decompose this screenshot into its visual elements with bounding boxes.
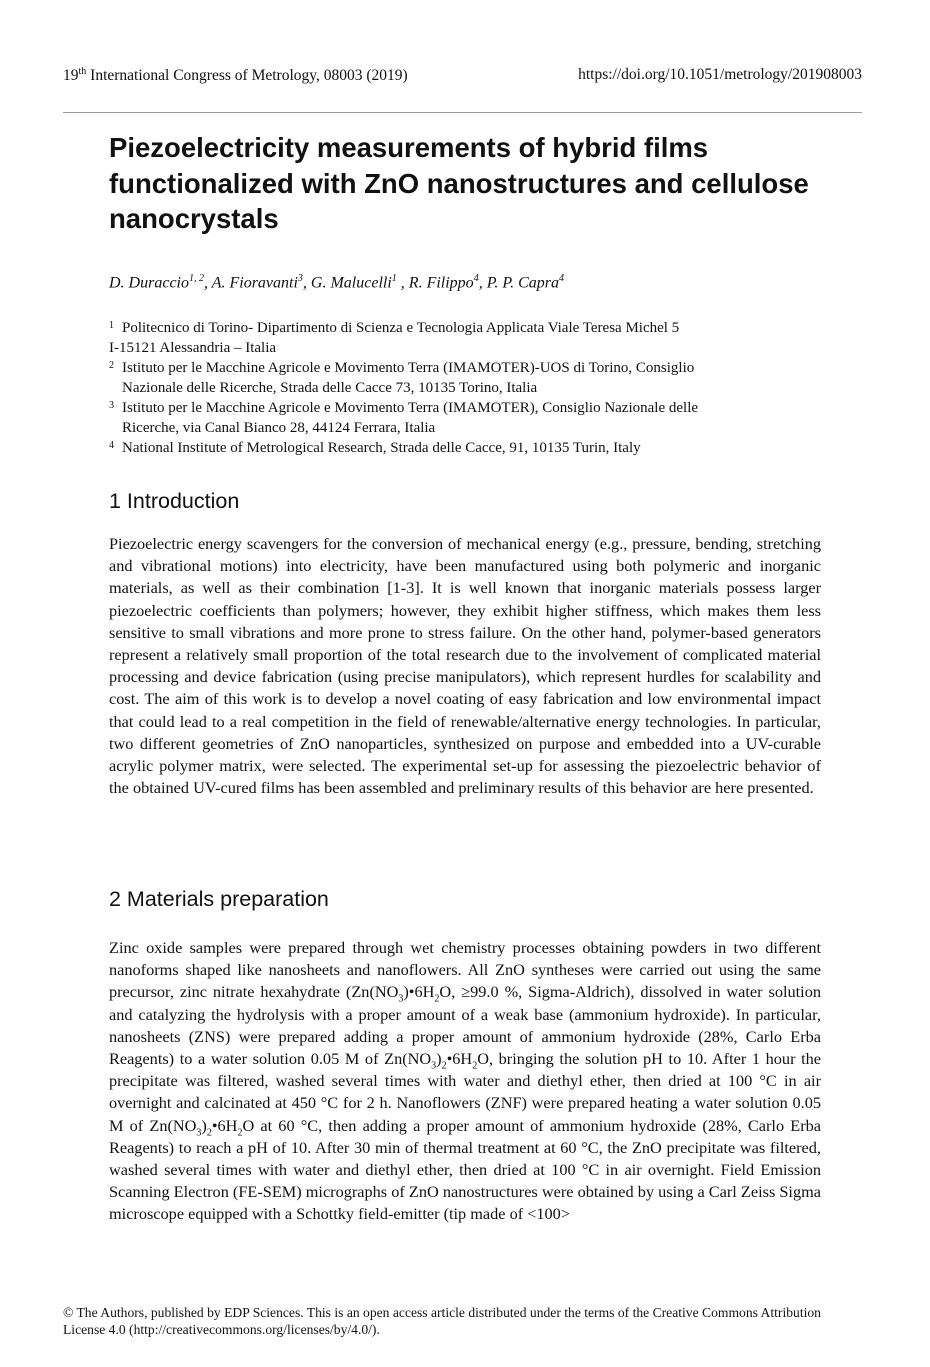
author-separator: , bbox=[203, 274, 212, 292]
header-divider bbox=[63, 112, 862, 113]
license-footer: © The Authors, published by EDP Sciences. This is an open access article distributed under the terms of the Creative Commons Attribution License 4.0 (http://creativecommons.org/licenses/by/4.0/). bbox=[63, 1305, 821, 1337]
author-separator: , bbox=[396, 274, 409, 292]
affiliation-line: Politecnico di Torino- Dipartimento di Scienza e Tecnologia Applicata Viale Teresa Michel 5 bbox=[122, 320, 680, 336]
author-affiliation-mark: 3 bbox=[297, 273, 303, 284]
author-affiliation-mark: 4 bbox=[473, 273, 479, 284]
paper-title: Piezoelectricity measurements of hybrid films functionalized with ZnO nanostructures and cellulose nanocrystals bbox=[109, 132, 809, 234]
affiliation-line: Istituto per le Macchine Agricole e Movimento Terra (IMAMOTER), Consiglio Nazionale delle bbox=[122, 400, 699, 416]
affiliation-number: 2 bbox=[109, 360, 114, 371]
affiliation-item bbox=[109, 358, 829, 398]
affiliation-line: Istituto per le Macchine Agricole e Movimento Terra (IMAMOTER)-UOS di Torino, Consiglio bbox=[122, 360, 695, 376]
affiliation-line: Ricerche, via Canal Bianco 28, 44124 Ferrara, Italia bbox=[122, 420, 436, 436]
section-heading-materials: 2 Materials preparation bbox=[109, 887, 329, 911]
doi-link[interactable]: https://doi.org/10.1051/metrology/201908003 bbox=[578, 66, 862, 83]
author-list bbox=[109, 273, 564, 292]
section-heading-introduction: 1 Introduction bbox=[109, 489, 240, 513]
author-name: D. Duraccio bbox=[109, 274, 189, 292]
author-affiliation-mark: 1 bbox=[391, 273, 397, 284]
conference-citation: 19th International Congress of Metrology, 08003 (2019) bbox=[63, 66, 408, 85]
author-name: A. Fioravanti bbox=[211, 274, 298, 292]
introduction-paragraph: Piezoelectric energy scavengers for the conversion of mechanical energy (e.g., pressure, bending, stretching and vibrational motions) into electricity, have been manufactured using both polymeric and inorganic materials, as well as their combination [1-3]. It is well known that inorganic materials possess larger piezoelectric coefficients than polymers; however, they exhibit higher stiffness, which makes them less sensitive to small vibrations and more prone to stress failure. On the other hand, polymer-based generators represent a relatively small proportion of the total research due to the involvement of complicated material processing and device fabrication (using precise manipulators), which represent hurdles for scalability and cost. The aim of this work is to develop a novel coating of easy fabrication and low environmental impact that could lead to a real competition in the field of renewable/alternative energy technologies. In particular, two different geometries of ZnO nanoparticles, synthesized on purpose and embedded into a UV-curable acrylic polymer matrix, were selected. The experimental set-up for assessing the piezoelectric behavior of the obtained UV-cured films has been assembled and preliminary results of this behavior are here presented. bbox=[109, 534, 821, 798]
affiliation-line: I-15121 Alessandria – Italia bbox=[109, 340, 277, 356]
affiliation-item bbox=[109, 398, 829, 438]
author-affiliation-mark: 4 bbox=[559, 273, 565, 284]
author-name: G. Malucelli bbox=[310, 274, 392, 292]
running-header bbox=[63, 66, 862, 85]
affiliation-number: 4 bbox=[109, 440, 114, 451]
materials-paragraph: Zinc oxide samples were prepared through wet chemistry processes obtaining powders in two different nanoforms shaped like nanosheets and nanoflowers. All ZnO syntheses were carried out using the same precursor, zinc nitrate hexahydrate ($Zn(NO_3)•6H_2O$, ≥99.0 %, Sigma-Aldrich), dissolved in water solution and catalyzing the hydrolysis with a proper amount of a weak base (ammonium hydroxide). In particular, nanosheets (ZNS) were prepared adding a proper amount of ammonium hydroxide (28%, Carlo Erba Reagents) to a water solution 0.05 M of $Zn(NO_3)_2•6H_2O$, bringing the solution pH to 10. After 1 hour the precipitate was filtered, washed several times with water and diethyl ether, then dried at 100 °C in air overnight and calcinated at 450 °C for 2 h. Nanoflowers (ZNF) were prepared heating a water solution 0.05 M of $Zn(NO_3)_2•6H_2O$ at 60 °C, then adding a proper amount of ammonium hydroxide (28%, Carlo Erba Reagents) to reach a pH of 10. After 30 min of thermal treatment at 60 °C, the ZnO precipitate was filtered, washed several times with water and diethyl ether, then dried at 100 °C in air overnight. Field Emission Scanning Electron (FE-SEM) micrographs of ZnO nanostructures were obtained by using a Carl Zeiss Sigma microscope equipped with a Schottky field-emitter (tip made of <100> bbox=[109, 938, 822, 1224]
author-name: R. Filippo bbox=[408, 274, 474, 292]
author-name: P. P. Capra bbox=[486, 274, 560, 292]
author-separator: , bbox=[478, 274, 487, 292]
affiliation-number: 1 bbox=[109, 320, 114, 331]
author-affiliation-mark: 1, 2 bbox=[188, 273, 204, 284]
affiliation-list bbox=[109, 318, 829, 458]
author-separator: , bbox=[302, 274, 311, 292]
affiliation-line: Nazionale delle Ricerche, Strada delle Cacce 73, 10135 Torino, Italia bbox=[122, 380, 538, 396]
affiliation-number: 3 bbox=[109, 400, 114, 411]
affiliation-item bbox=[109, 438, 829, 458]
affiliation-item bbox=[109, 318, 829, 358]
affiliation-line: National Institute of Metrological Research, Strada delle Cacce, 91, 10135 Turin, Italy bbox=[122, 440, 641, 456]
